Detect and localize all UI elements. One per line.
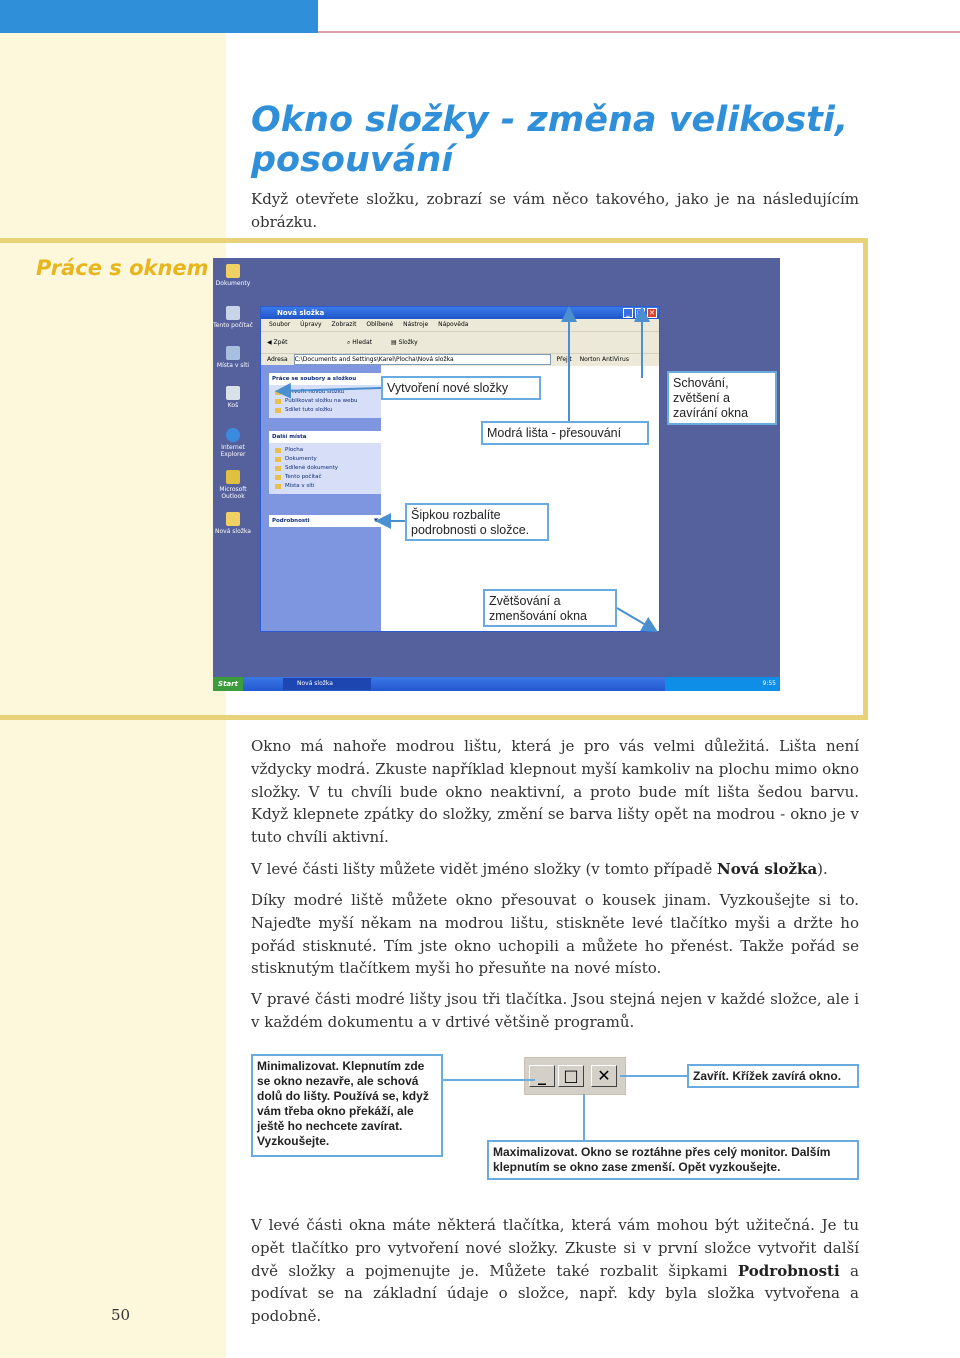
maximize-button[interactable]: □ (636, 309, 644, 317)
folder-icon (226, 512, 240, 526)
task-share-folder[interactable]: Sdílet tuto složku (269, 406, 381, 415)
task-new-folder[interactable]: Vytvořit novou složku (269, 388, 381, 397)
callout-title-bar: Modrá lišta - přesouvání (481, 421, 649, 445)
legend-close: Zavřít. Křížek zavírá okno. (687, 1064, 859, 1088)
folders-button[interactable]: ▤ Složky (391, 339, 418, 346)
legend-minimize: Minimalizovat. Klepnutím zde se okno nezavře, ale schová dolů do lišty. Používá se, když vám třeba okno překáží, ale ještě ho nechcete zavírat. Vyzkoušejte. (251, 1054, 443, 1157)
places-panel (269, 431, 381, 494)
paragraph-title-bar: Okno má nahoře modrou lištu, která je pro vás velmi důležitá. Lišta není vždycky modrá. Zkuste například klepnout myší kamkoliv na plochu mimo okno složky. V tu chvíli bude okno neaktivní, a proto bude mít lišta šedou barvu. Když klepnete zpátky do složky, změní se barva lišty opět na modrou - okno je v tuto chvíli aktivní. (251, 737, 859, 847)
page-title: Okno složky - změna velikosti, posouvání (251, 100, 849, 180)
close-icon: ✕ (591, 1065, 617, 1087)
outlook-icon (226, 470, 240, 484)
paragraph-three-buttons: V pravé části modré lišty jsou tři tlačítka. Jsou stejná nejen v každé složce, ale i v každém dokumentu a v drtivé většině programů. (251, 990, 859, 1031)
place-desktop[interactable]: Plocha (269, 446, 381, 455)
menu-edit[interactable]: Úpravy (300, 321, 322, 328)
desktop-icon-computer[interactable]: Tento počítač (213, 306, 253, 329)
legend-connectors (440, 1050, 690, 1150)
place-network[interactable]: Místa v síti (269, 482, 381, 491)
close-button[interactable]: ✕ (647, 308, 657, 318)
window-title: Nová složka (277, 309, 325, 317)
network-icon (226, 346, 240, 360)
search-button[interactable]: ⌕ Hledat (347, 339, 372, 346)
intro-paragraph: Když otevřete složku, zobrazí se vám něco takového, jako je na následujícím obrázku. (251, 190, 859, 231)
details-panel-title[interactable]: Podrobnosti ¥ (269, 515, 381, 527)
paragraph-folder-name: V levé části lišty můžete vidět jméno složky (v tomto případě Nová složka). (251, 860, 828, 878)
taskbar (213, 677, 780, 691)
desktop-icon-documents[interactable]: Dokumenty (213, 264, 253, 287)
address-label: Adresa (267, 356, 288, 363)
page-number: 50 (111, 1306, 131, 1324)
callout-resize: Zvětšování a zmenšování okna (483, 589, 617, 627)
desktop-icon-ie[interactable]: Internet Explorer (213, 428, 253, 458)
menu-view[interactable]: Zobrazit (331, 321, 357, 328)
start-button[interactable]: Start (213, 677, 243, 691)
go-button[interactable]: Přejít (556, 356, 572, 363)
desktop-icon-trash[interactable]: Koš (213, 386, 253, 409)
task-pane (261, 365, 381, 631)
tasks-panel (269, 373, 381, 418)
internet-explorer-icon (226, 428, 240, 442)
place-documents[interactable]: Dokumenty (269, 455, 381, 464)
section-label: Práce s oknem (36, 256, 209, 280)
paragraph-move-window: Díky modré liště můžete okno přesouvat o kousek jinam. Vyzkoušejte si to. Najeďte myší někam na modrou lištu, stiskněte levé tlačítko myši a držte ho pořád stisknuté. Tím jste okno uchopili a můžete ho přenést. Takže pořád se stisknutým tlačítkem myši ho přesuňte na nové místo. (251, 891, 859, 978)
legend-maximize: Maximalizovat. Okno se roztáhne přes celý monitor. Dalším klepnutím se okno zase zmenší. Opět vyzkoušejte. (487, 1140, 859, 1180)
minimize-button[interactable]: _ (623, 308, 633, 318)
expand-icon[interactable]: ¥ (374, 518, 378, 524)
minimize-icon: _ (529, 1065, 555, 1087)
window-title-bar[interactable] (261, 307, 659, 319)
places-panel-title[interactable]: Další místa (269, 431, 381, 443)
system-tray-clock: 9:55 (665, 677, 780, 691)
header-bar (0, 0, 318, 33)
callout-window-buttons: Schování, zvětšení a zavírání okna (667, 371, 777, 425)
task-publish-web[interactable]: Publikovat složku na webu (269, 397, 381, 406)
computer-icon (226, 306, 240, 320)
toolbar (261, 331, 659, 354)
desktop-icon-network[interactable]: Místa v síti (213, 346, 253, 369)
maximize-icon: □ (558, 1065, 584, 1087)
antivirus-button[interactable]: Norton AntiVirus (579, 356, 629, 363)
explorer-window[interactable] (260, 306, 660, 632)
trash-icon (226, 386, 240, 400)
place-computer[interactable]: Tento počítač (269, 473, 381, 482)
menu-favorites[interactable]: Oblíbené (366, 321, 394, 328)
back-button[interactable]: ◀ Zpět (267, 339, 288, 346)
menu-bar (261, 319, 659, 331)
details-panel (269, 515, 381, 527)
folder-icon (226, 264, 240, 278)
menu-help[interactable]: Nápověda (438, 321, 469, 328)
paragraph-left-buttons: V levé části okna máte některá tlačítka, která vám mohou být užitečná. Je tu opět tlačítko pro vytvoření nové složky. Zkuste si v první složce vytvořit další dvě složky a pojmenujte je. Můžete také rozbalit šipkami Podrobnosti a podívat se na základní údaje o složce, např. kdy byla složka vytvořena a podobně. (251, 1216, 859, 1326)
header-rule (318, 31, 960, 33)
desktop-icon-new-folder[interactable]: Nová složka (213, 512, 253, 535)
desktop-icon-outlook[interactable]: Microsoft Outlook (213, 470, 253, 500)
callout-new-folder: Vytvoření nové složky (381, 376, 541, 400)
menu-file[interactable]: Soubor (269, 321, 291, 328)
taskbar-item-new-folder[interactable]: Nová složka (283, 678, 371, 690)
address-input[interactable]: C:\Documents and Settings\Karel\Plocha\Nová složka (294, 354, 551, 365)
menu-tools[interactable]: Nástroje (403, 321, 429, 328)
callout-details: Šipkou rozbalíte podrobnosti o složce. (405, 503, 549, 541)
tasks-panel-title[interactable]: Práce se soubory a složkou (269, 373, 381, 385)
place-shared-documents[interactable]: Sdílené dokumenty (269, 464, 381, 473)
